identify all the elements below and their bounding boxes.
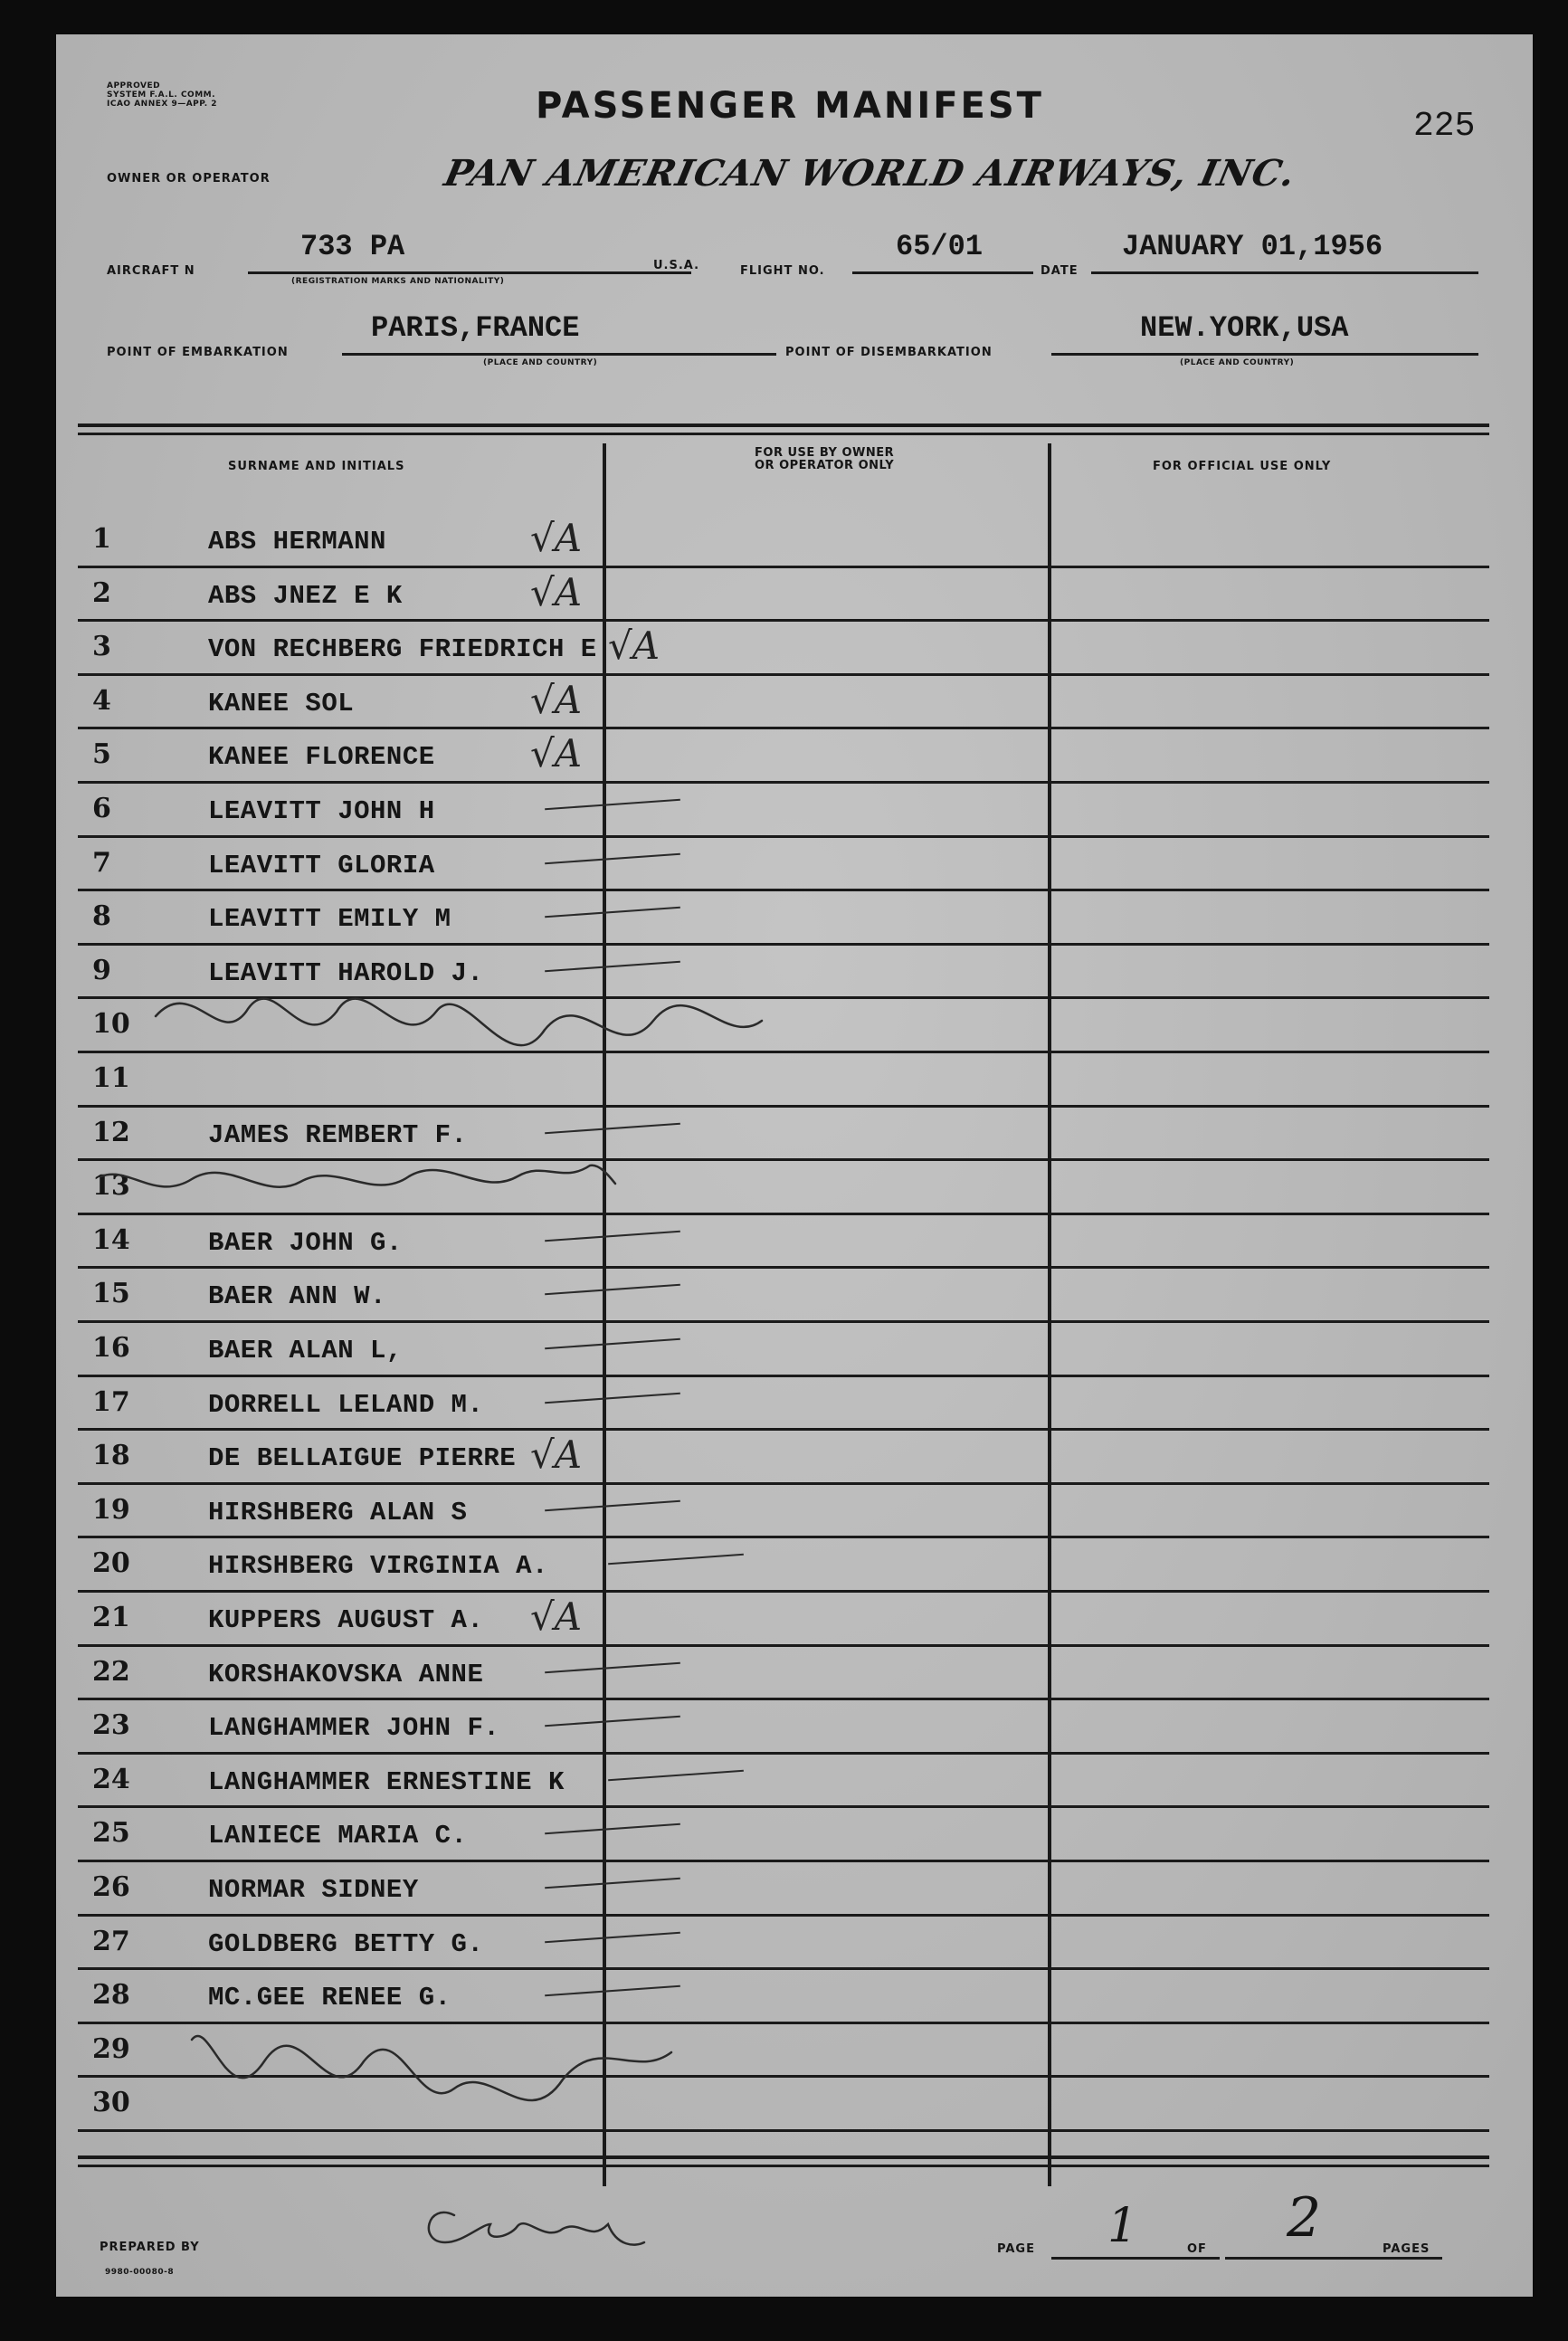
table-row [56,1161,1533,1215]
row-number: 15 [92,1278,130,1310]
form-code: 9980-00080-8 [105,2268,175,2277]
passenger-name: BAER JOHN G. [208,1227,403,1258]
check-mark: √A [530,1594,583,1639]
aircraft-label: AIRCRAFT N [107,264,195,278]
table-row [56,676,1533,730]
passenger-name: DORRELL LELAND M. [208,1389,484,1420]
passenger-name: LANIECE MARIA C. [208,1821,468,1851]
prepared-label: PREPARED BY [100,2241,200,2254]
table-row [56,1431,1533,1485]
owner-value: PAN AMERICAN WORLD AIRWAYS, INC. [441,152,1300,195]
table-row [56,1323,1533,1377]
passenger-name: KORSHAKOVSKA ANNE [208,1659,484,1689]
table-row [56,784,1533,838]
handwritten-dash [545,1985,680,1996]
disembark-label: POINT OF DISEMBARKATION [785,346,993,359]
check-mark: √A [530,731,583,776]
check-mark: √A [530,569,583,614]
column-header-name: SURNAME AND INITIALS [228,460,405,473]
table-row [56,729,1533,784]
column-header-owner-line: FOR USE BY OWNER [755,446,895,460]
passenger-name: BAER ANN W. [208,1281,386,1312]
column-header-official: FOR OFFICIAL USE ONLY [1153,460,1332,473]
row-number: 29 [92,2032,130,2065]
row-number: 23 [92,1709,130,1742]
passenger-name: LEAVITT EMILY M [208,904,451,935]
passenger-name: DE BELLAIGUE PIERRE [208,1443,517,1474]
approval-line: APPROVED [107,81,161,90]
table-row [56,1269,1533,1323]
of-label: OF [1187,2242,1207,2256]
passenger-name: NORMAR SIDNEY [208,1875,419,1905]
handwritten-dash [545,1231,680,1242]
table-row [56,1108,1533,1162]
flight-label: FLIGHT NO. [740,264,825,278]
flight-value: 65/01 [896,230,984,263]
handwritten-dash [545,1500,680,1511]
owner-label: OWNER OR OPERATOR [107,172,271,186]
table-row [56,1862,1533,1917]
row-number: 16 [92,1332,130,1364]
row-number: 11 [92,1062,130,1094]
row-number: 17 [92,1385,130,1418]
disembark-sub: (PLACE AND COUNTRY) [1180,358,1295,367]
row-number: 9 [92,954,111,986]
passenger-name: ABS HERMANN [208,527,386,557]
row-number: 20 [92,1547,130,1580]
table-row [56,1215,1533,1270]
row-number: 25 [92,1817,130,1850]
table-row [56,891,1533,946]
passenger-name: HIRSHBERG VIRGINIA A. [208,1551,548,1582]
table-row [56,1538,1533,1593]
row-number: 7 [92,846,111,879]
row-number: 30 [92,2087,130,2119]
passenger-name: LEAVITT HAROLD J. [208,957,484,988]
passenger-name: MC.GEE RENEE G. [208,1983,451,2013]
passenger-name: LEAVITT JOHN H [208,796,435,826]
table-row [56,946,1533,1000]
approval-line: SYSTEM F.A.L. COMM. [107,90,216,100]
passenger-name: KANEE SOL [208,688,355,718]
row-number: 3 [92,631,111,663]
row-number: 4 [92,684,111,717]
passenger-name: KUPPERS AUGUST A. [208,1605,484,1635]
check-mark: √A [530,677,583,722]
approval-line: ICAO ANNEX 9—APP. 2 [107,100,218,109]
passenger-name: VON RECHBERG FRIEDRICH E [208,634,597,665]
row-number: 10 [92,1008,130,1041]
page-value: 1 [1107,2199,1138,2253]
embark-label: POINT OF EMBARKATION [107,346,289,359]
handwritten-dash [545,852,680,863]
passenger-name: LANGHAMMER ERNESTINE K [208,1766,565,1797]
page-number: 225 [1413,107,1476,146]
row-number: 27 [92,1925,130,1957]
table-row [56,1485,1533,1539]
row-number: 22 [92,1655,130,1688]
table-row [56,1917,1533,1971]
handwritten-dash [545,1878,680,1889]
aircraft-value: 733 PA [300,230,405,263]
usa-label: U.S.A. [653,259,700,272]
row-number: 24 [92,1763,130,1795]
passenger-name: LEAVITT GLORIA [208,850,435,880]
passenger-name: ABS JNEZ E K [208,580,403,611]
table-row [56,514,1533,568]
passenger-name: HIRSHBERG ALAN S [208,1497,468,1527]
page-title: PASSENGER MANIFEST [536,85,1044,127]
passenger-name: GOLDBERG BETTY G. [208,1928,484,1959]
embark-value: PARIS,FRANCE [371,311,580,345]
handwritten-dash [545,1338,680,1349]
table-row [56,622,1533,676]
table-row [56,838,1533,892]
check-mark: √A [530,516,583,560]
approval-stamp [107,81,217,109]
handwritten-dash [608,1554,744,1565]
handwritten-dash [545,961,680,972]
signature [429,2213,644,2245]
handwritten-dash [545,799,680,810]
pages-label: PAGES [1383,2242,1430,2256]
row-number: 12 [92,1116,130,1148]
row-number: 18 [92,1440,130,1472]
disembark-value: NEW.YORK,USA [1140,311,1349,345]
handwritten-dash [545,1661,680,1672]
table-row [56,999,1533,1053]
passenger-name: LANGHAMMER JOHN F. [208,1713,500,1744]
table-row [56,1970,1533,2024]
table-row [56,1808,1533,1862]
page-label: PAGE [997,2242,1035,2256]
handwritten-dash [545,1931,680,1942]
row-number: 21 [92,1602,130,1633]
table-row [56,1647,1533,1701]
check-mark: √A [530,1432,583,1478]
table-row [56,1053,1533,1108]
handwritten-dash [608,1770,744,1781]
table-row [56,1377,1533,1432]
row-number: 1 [92,523,111,555]
row-number: 8 [92,900,111,933]
row-number: 13 [92,1170,130,1203]
passenger-name: KANEE FLORENCE [208,742,435,773]
handwritten-dash [545,1716,680,1727]
row-number: 19 [92,1493,130,1526]
date-label: DATE [1041,264,1079,278]
check-mark: √A [608,623,660,669]
manifest-sheet [56,34,1533,2297]
row-rule [78,2129,1489,2132]
row-number: 26 [92,1871,130,1903]
of-value: 2 [1287,2186,1322,2250]
table-row [56,568,1533,623]
aircraft-sub: (REGISTRATION MARKS AND NATIONALITY) [291,277,505,286]
embark-sub: (PLACE AND COUNTRY) [483,358,598,367]
table-row [56,1700,1533,1755]
handwritten-dash [545,1392,680,1403]
table-row [56,1755,1533,1809]
passenger-name: JAMES REMBERT F. [208,1119,468,1150]
column-header-owner [755,447,894,472]
handwritten-dash [545,1284,680,1295]
table-row [56,1593,1533,1647]
table-row [56,2078,1533,2132]
column-header-owner-line: OR OPERATOR ONLY [755,459,895,472]
row-number: 28 [92,1979,130,2012]
table-row [56,2024,1533,2079]
handwritten-dash [545,907,680,918]
passenger-name: BAER ALAN L, [208,1336,403,1366]
handwritten-dash [545,1122,680,1133]
row-number: 5 [92,738,111,771]
row-number: 6 [92,793,111,824]
date-value: JANUARY 01,1956 [1122,230,1383,263]
handwritten-dash [545,1823,680,1834]
row-number: 2 [92,576,111,609]
row-number: 14 [92,1223,130,1256]
